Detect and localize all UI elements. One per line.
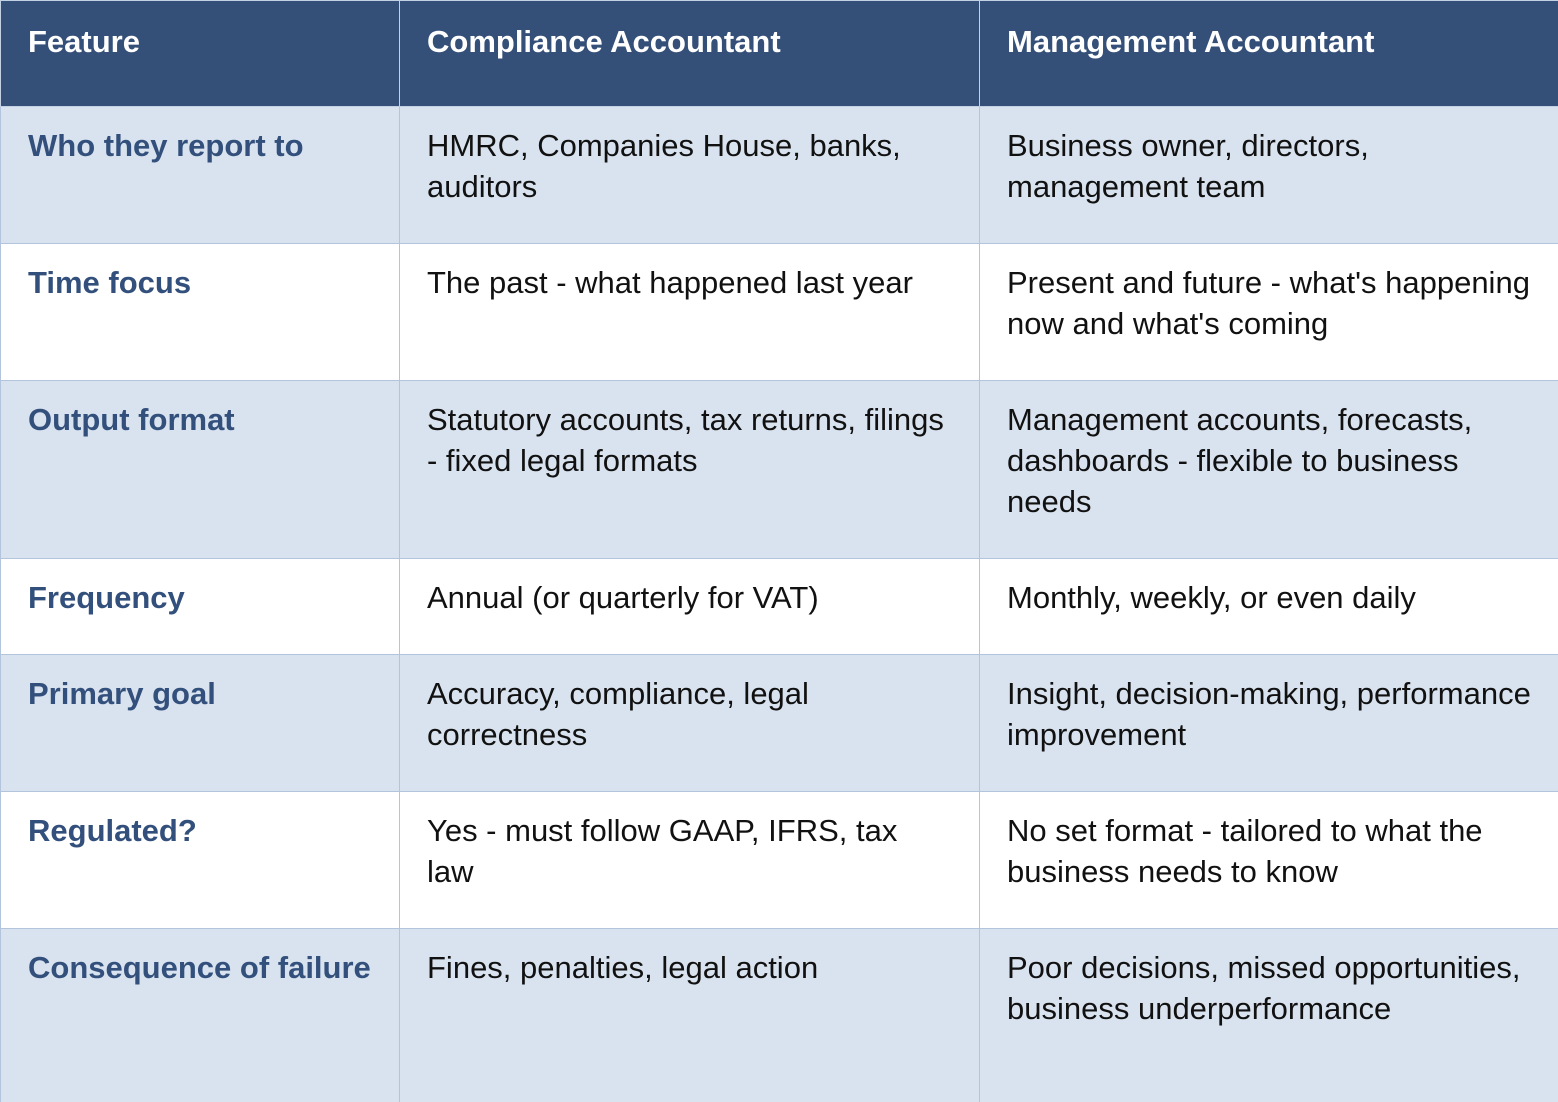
feature-cell: Regulated?	[1, 792, 400, 929]
feature-cell: Who they report to	[1, 107, 400, 244]
table-row	[1, 244, 1558, 381]
compliance-cell: Yes - must follow GAAP, IFRS, tax law	[400, 792, 980, 929]
header-row	[1, 1, 1558, 107]
management-cell: Monthly, weekly, or even daily	[980, 559, 1558, 655]
feature-cell: Output format	[1, 381, 400, 559]
feature-cell: Primary goal	[1, 655, 400, 792]
feature-cell: Frequency	[1, 559, 400, 655]
feature-cell: Time focus	[1, 244, 400, 381]
management-cell: Insight, decision-making, performance improvement	[980, 655, 1558, 792]
compliance-cell: Statutory accounts, tax returns, filings - fixed legal formats	[400, 381, 980, 559]
management-cell: Business owner, directors, management team	[980, 107, 1558, 244]
table-row	[1, 107, 1558, 244]
management-cell: Management accounts, forecasts, dashboards - flexible to business needs	[980, 381, 1558, 559]
compliance-cell: Annual (or quarterly for VAT)	[400, 559, 980, 655]
table-body	[1, 107, 1558, 1102]
table-row	[1, 792, 1558, 929]
table-row	[1, 381, 1558, 559]
table-row	[1, 929, 1558, 1102]
compliance-cell: HMRC, Companies House, banks, auditors	[400, 107, 980, 244]
header-feature: Feature	[1, 1, 400, 107]
feature-cell: Consequence of failure	[1, 929, 400, 1102]
management-cell: Present and future - what's happening now and what's coming	[980, 244, 1558, 381]
compliance-cell: The past - what happened last year	[400, 244, 980, 381]
compliance-cell: Fines, penalties, legal action	[400, 929, 980, 1102]
management-cell: No set format - tailored to what the business needs to know	[980, 792, 1558, 929]
table-header	[1, 1, 1558, 107]
table-row	[1, 559, 1558, 655]
header-compliance-accountant: Compliance Accountant	[400, 1, 980, 107]
compliance-cell: Accuracy, compliance, legal correctness	[400, 655, 980, 792]
management-cell: Poor decisions, missed opportunities, business underperformance	[980, 929, 1558, 1102]
header-management-accountant: Management Accountant	[980, 1, 1558, 107]
table-row	[1, 655, 1558, 792]
